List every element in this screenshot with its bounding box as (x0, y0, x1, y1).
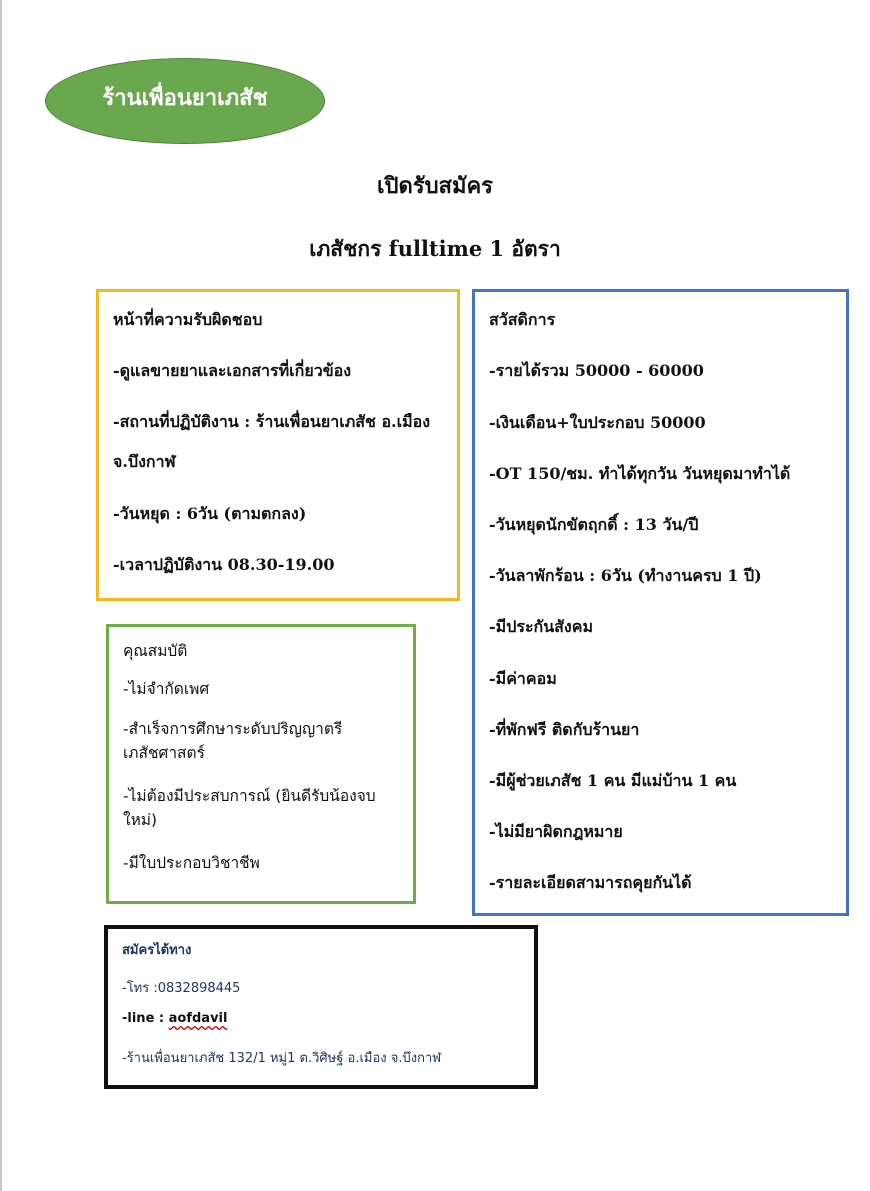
benefits-heading: สวัสดิการ (489, 310, 556, 329)
apply-line-label: -line : (122, 1011, 169, 1026)
duties-item: -สถานที่ปฏิบัติงาน : ร้านเพื่อนยาเภสัช อ.เมือง (113, 412, 431, 431)
benefits-item: -ไม่มียาผิดกฎหมาย (489, 822, 623, 841)
benefits-item: -วันลาพักร้อน : 6วัน (ทำงานครบ 1 ปี) (489, 566, 762, 585)
benefits-item: -รายได้รวม 50000 - 60000 (489, 361, 704, 380)
duties-item: -วันหยุด : 6วัน (ตามตกลง) (113, 504, 307, 523)
shop-logo-text: ร้านเพื่อนยาเภสัช (102, 85, 268, 111)
duties-box (96, 289, 460, 601)
apply-line (122, 1011, 227, 1026)
apply-line-id: aofdavil (168, 1011, 228, 1026)
benefits-item: -มีประกันสังคม (489, 617, 593, 636)
benefits-item: -มีค่าคอม (489, 669, 557, 688)
benefits-item: -ที่พักฟรี ติดกับร้านยา (489, 720, 640, 739)
apply-box (104, 925, 538, 1089)
benefits-item: -มีผู้ช่วยเภสัช 1 คน มีแม่บ้าน 1 คน (489, 771, 737, 790)
qualifications-item: -มีใบประกอบวิชาชีพ (123, 854, 260, 872)
apply-address: -ร้านเพื่อนยาเภสัช 132/1 หมู่1 ต.วิศิษฐ์ อ.เมือง จ.บึงกาฬ (122, 1051, 442, 1066)
qualifications-item: -ไม่จำกัดเพศ (123, 680, 210, 698)
position-title: เภสัชกร fulltime 1 อัตรา (309, 236, 561, 261)
shop-logo (45, 58, 325, 144)
qualifications-item: -ไม่ต้องมีประสบการณ์ (ยินดีรับน้องจบใหม่) (123, 787, 376, 829)
benefits-item: -OT 150/ชม. ทำได้ทุกวัน วันหยุดมาทำได้ (489, 464, 791, 483)
benefits-item: -วันหยุดนักขัตฤกดิ์ : 13 วัน/ปี (489, 515, 699, 534)
qualifications-item: -สำเร็จการศึกษาระดับปริญญาตรี เภสัชศาสตร์ (123, 720, 343, 762)
apply-heading: สมัครได้ทาง (122, 943, 192, 958)
duties-item: -เวลาปฏิบัติงาน 08.30-19.00 (113, 555, 335, 574)
benefits-box (472, 289, 849, 916)
benefits-item: -รายละเอียดสามารถคุยกันได้ (489, 873, 692, 892)
duties-item: -ดูแลขายยาและเอกสารที่เกี่ยวข้อง (113, 361, 352, 380)
apply-phone: -โทร :0832898445 (122, 981, 241, 996)
duties-heading: หน้าที่ความรับผิดชอบ (113, 310, 263, 329)
benefits-item: -เงินเดือน+ใบประกอบ 50000 (489, 413, 706, 432)
qualifications-box (106, 624, 416, 904)
page-title: เปิดรับสมัคร (376, 173, 493, 199)
duties-item: จ.บึงกาฬ (113, 452, 176, 471)
qualifications-heading: คุณสมบัติ (123, 642, 188, 660)
